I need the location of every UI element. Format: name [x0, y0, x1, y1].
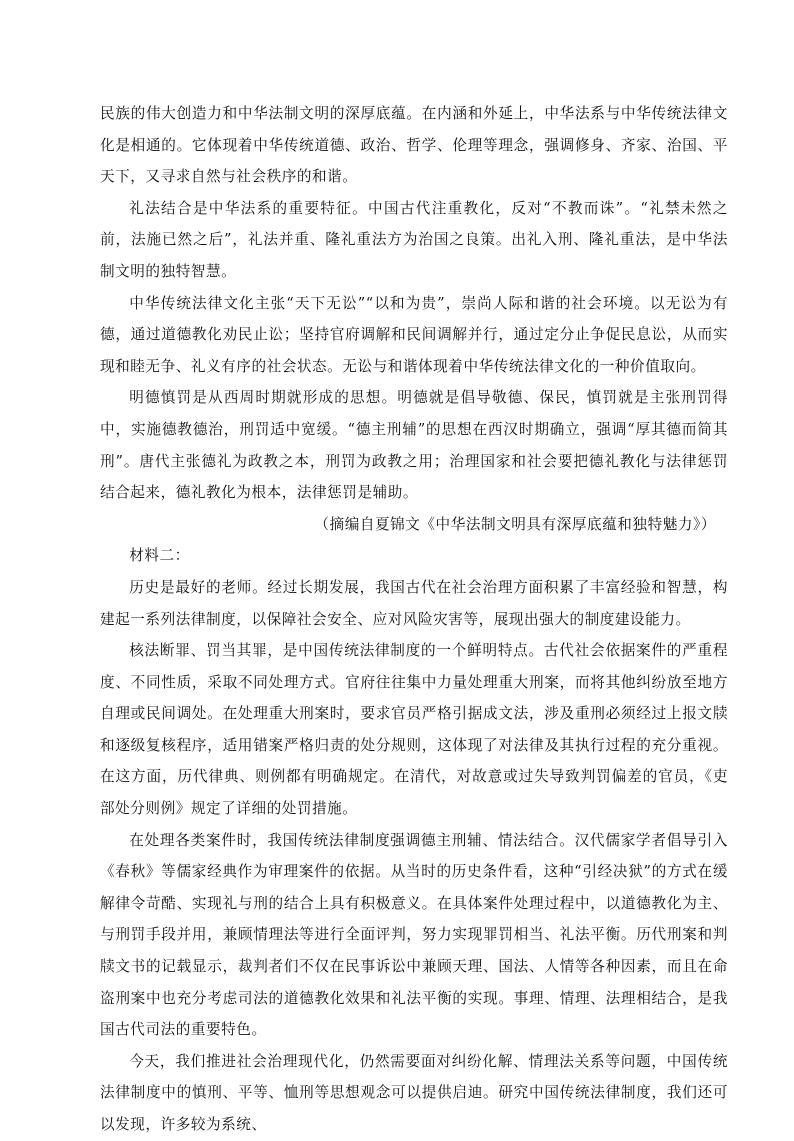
- paragraph-virtue-and-punishment: 明德慎罚是从西周时期就形成的思想。明德就是倡导敬德、保民，慎罚就是主张刑罚得中，实施德教德治，刑罚适中宽缓。“德主刑辅”的思想在西汉时期确立，强调“厚其德而简其刑”。唐代主张德礼为政教之本，刑罚为政教之用；治理国家和社会要把德礼教化与法律惩罚结合起来，德礼教化为根本，法律惩罚是辅助。: [100, 389, 728, 502]
- paragraph-no-litigation: 中华传统法律文化主张“天下无讼”“以和为贵”，崇尚人际和谐的社会环境。以无讼为有德，通过道德教化劝民止讼；坚持官府调解和民间调解并行，通过定分止争促民息讼，从而实现和睦无争、礼义有序的社会状态。无讼与和谐体现着中华传统法律文化的一种价值取向。: [100, 294, 728, 375]
- paragraph-continued: 民族的伟大创造力和中华法制文明的深厚底蕴。在内涵和外延上，中华法系与中华传统法律文化是相通的。它体现着中华传统道德、政治、哲学、伦理等理念，强调修身、齐家、治国、平天下，又寻求自然与社会秩序的和谐。: [100, 105, 728, 186]
- paragraph-case-handling: 在处理各类案件时，我国传统法律制度强调德主刑辅、情法结合。汉代儒家学者倡导引入《春秋》等儒家经典作为审理案件的依据。从当时的历史条件看，这种“引经决狱”的方式在缓解律令苛酷、实现礼与刑的结合上具有积极意义。在具体案件处理过程中，以道德教化为主、与刑罚手段并用，兼顾情理法等进行全面评判，努力实现罪罚相当、礼法平衡。历代刑案和判牍文书的记载显示，裁判者们不仅在民事诉讼中兼顾天理、国法、人情等各种因素，而且在命盗刑案中也充分考虑司法的道德教化效果和礼法平衡的实现。事理、情理、法理相结合，是我国古代司法的重要特色。: [100, 831, 728, 1039]
- paragraph-sentencing: 核法断罪、罚当其罪，是中国传统法律制度的一个鲜明特点。古代社会依据案件的严重程度、不同性质，采取不同处理方式。官府往往集中力量处理重大刑案，而将其他纠纷放至地方自理或民间调处。在处理重大刑案时，要求官员严格引据成文法，涉及重刑必须经过上报文牍和逐级复核程序，适用错案严格归责的处分规则，这体现了对法律及其执行过程的充分重视。在这方面，历代律典、则例都有明确规定。在清代，对故意或过失导致判罚偏差的官员，《吏部处分则例》规定了详细的处罚措施。: [100, 642, 728, 818]
- source-citation: （摘编自夏锦文《中华法制文明具有深厚底蕴和独特魅力》）: [314, 515, 716, 533]
- paragraph-today: 今天，我们推进社会治理现代化，仍然需要面对纠纷化解、情理法关系等问题，中国传统法律制度中的慎刑、平等、恤刑等思想观念可以提供启迪。研究中国传统法律制度，我们还可以发现，许多较为系统、: [100, 1052, 728, 1133]
- paragraph-rites-and-law: 礼法结合是中华法系的重要特征。中国古代注重教化，反对“不教而诛”。“礼禁未然之前，法施已然之后”，礼法并重、隆礼重法方为治国之良策。出礼入刑、隆礼重法，是中华法制文明的独特智慧。: [100, 199, 728, 280]
- material-two-label: 材料二：: [129, 547, 190, 565]
- document-body: [100, 98, 728, 1141]
- paragraph-history-teacher: 历史是最好的老师。经过长期发展，我国古代在社会治理方面积累了丰富经验和智慧，构建起一系列法律制度，以保障社会安全、应对风险灾害等，展现出强大的制度建设能力。: [100, 578, 728, 628]
